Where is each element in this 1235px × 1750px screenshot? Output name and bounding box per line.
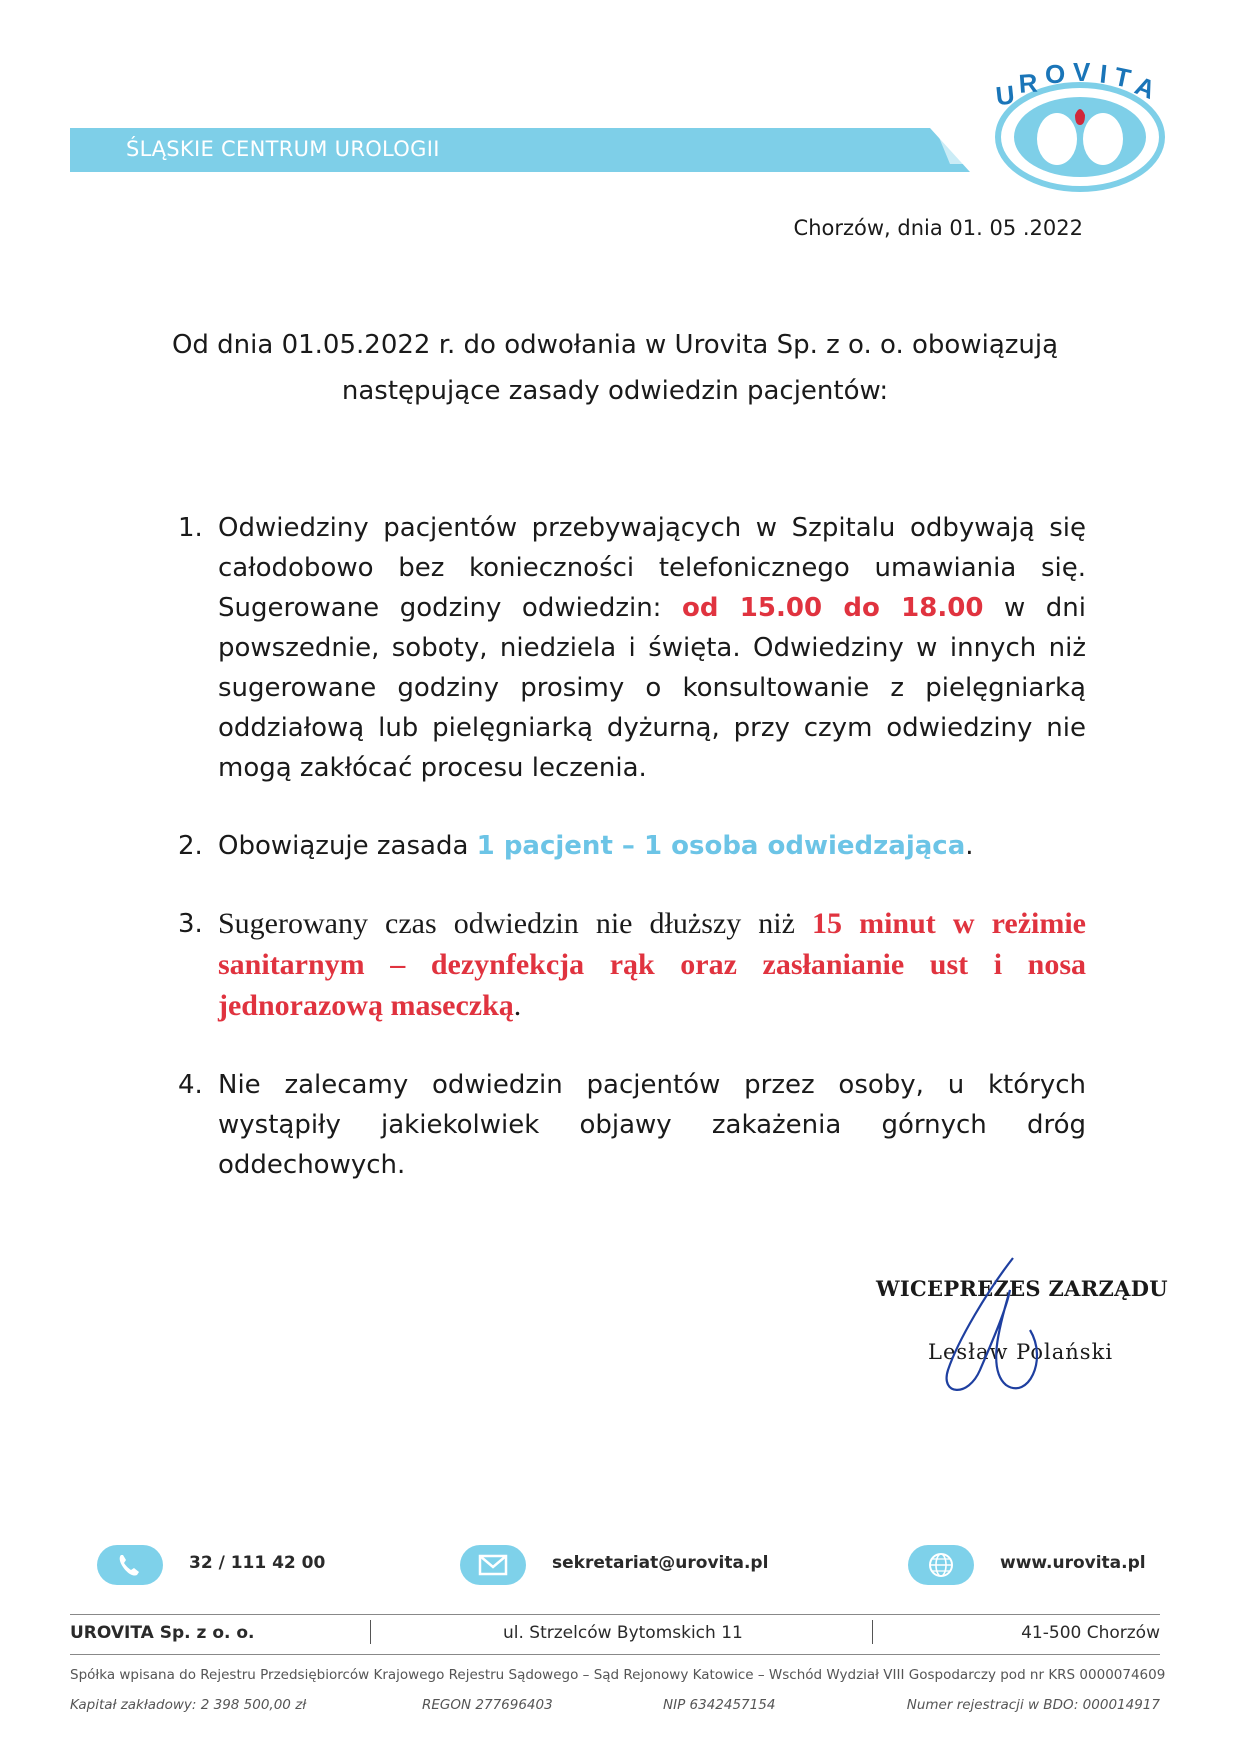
svg-text:O: O [1045,59,1066,89]
rule-text: w dni powszednie, soboty, niedziela i święta. Odwiedziny w innych niż sugerowane godziny prosimy o konsultowanie z pielęgniarką oddziałową lub pielęgniarką dyżurną, przy czym odwiedziny nie mogą zakłócać procesu leczenia. [218,593,1086,783]
header-title: ŚLĄSKIE CENTRUM UROLOGII [126,137,440,161]
svg-text:T: T [1111,60,1134,94]
footer-registration: Spółka wpisana do Rejestru Przedsiębiorców Krajowego Rejestru Sądowego – Sąd Rejonowy Katowice – Wschód Wydział VIII Gospodarczy pod nr KRS 0000074609 [70,1667,1166,1683]
intro-line-2: następujące zasady odwiedzin pacjentów: [341,376,889,406]
rule-item [178,904,1086,1027]
rule-text: Odwiedziny pacjentów przebywających w Szpitalu odbywają się całodobowo bez konieczności telefonicznego umawiania się. Sugerowane godziny odwiedzin: [218,513,1086,623]
rule-highlight: 15 minut w reżimie sanitarnym – dezynfekcja rąk oraz zasłanianie ust i nosa jednorazową maseczką [218,907,1087,1022]
footer-divider [70,1614,1160,1615]
signature-title: WICEPREZES ZARZĄDU [876,1276,1168,1301]
footer-company: UROVITA Sp. z o. o. [70,1623,255,1643]
svg-text:V: V [1073,57,1091,87]
rule-number: 2. [178,831,203,861]
rule-text: Sugerowany czas odwiedzin nie dłuższy niż [218,907,813,940]
footer-capital: Kapitał zakładowy: 2 398 500,00 zł [70,1697,307,1713]
intro-line-1: Od dnia 01.05.2022 r. do odwołania w Urovita Sp. z o. o. obowiązują [171,330,1059,360]
urovita-logo [975,55,1165,195]
rule-item [178,826,1086,866]
svg-text:I: I [1098,58,1109,90]
rule-number: 4. [178,1070,203,1100]
footer-nip: NIP 6342457154 [663,1697,776,1713]
footer-street: ul. Strzelców Bytomskich 11 [503,1623,743,1643]
footer-separator [370,1620,371,1644]
rules-list [178,508,1086,1185]
envelope-icon [460,1545,526,1585]
email-address: sekretariat@urovita.pl [552,1553,769,1573]
footer-city: 41-500 Chorzów [1021,1623,1160,1643]
website-url: www.urovita.pl [1000,1553,1146,1573]
svg-text:U: U [994,79,1016,112]
letter-date: Chorzów, dnia 01. 05 .2022 [793,216,1083,240]
footer-bdo: Numer rejestracji w BDO: 000014917 [906,1697,1160,1713]
footer-separator [872,1620,873,1644]
footer-regon: REGON 277696403 [422,1697,553,1713]
rule-text: Nie zalecamy odwiedzin pacjentów przez osoby, u których wystąpiły jakiekolwiek objawy zakażenia górnych dróg oddechowych. [218,1070,1086,1180]
rule-highlight: 1 pacjent – 1 osoba odwiedzająca [476,831,966,861]
phone-icon [97,1545,163,1585]
signature-name: Lesław Polański [928,1340,1114,1364]
rule-item [178,1065,1086,1185]
rule-text: . [965,831,974,861]
rule-text: Obowiązuje zasada [218,831,477,861]
rule-highlight: od 15.00 do 18.00 [681,593,984,623]
rule-text: . [513,989,522,1022]
rule-number: 3. [178,909,203,939]
rule-number: 1. [178,513,203,543]
handwritten-signature [918,1250,1068,1400]
svg-text:A: A [1130,70,1160,105]
intro-paragraph [130,322,1100,414]
phone-number: 32 / 111 42 00 [189,1553,326,1573]
footer-divider [70,1654,1160,1655]
svg-text:R: R [1017,67,1039,99]
globe-icon [908,1545,974,1585]
rule-item [178,508,1086,788]
